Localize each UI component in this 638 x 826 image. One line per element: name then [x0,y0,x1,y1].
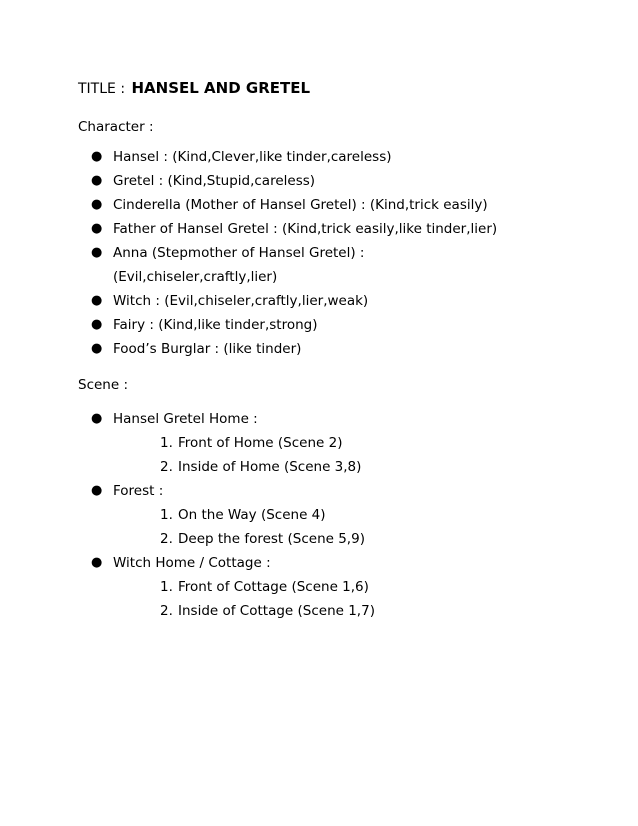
character-anna-traits: (Evil,chiseler,craftly,lier) [113,269,278,285]
title-line [78,76,608,101]
character-fairy: Fairy : (Kind,like tinder,strong) [113,317,318,333]
scene-item: Inside of Cottage (Scene 1,7) [178,603,375,619]
scene-group-cottage: Witch Home / Cottage : [113,555,271,571]
list-item [91,145,608,169]
bullet-icon: ● [91,173,103,188]
item-number: 1. [160,507,173,523]
bullet-icon: ● [91,197,103,212]
sub-list [113,503,608,551]
list-item [91,217,608,241]
sub-list [113,431,608,479]
character-father: Father of Hansel Gretel : (Kind,trick easily,like tinder,lier) [113,221,498,237]
sub-list [113,575,608,623]
list-item [160,431,608,455]
bullet-icon: ● [91,245,103,260]
character-gretel: Gretel : (Kind,Stupid,careless) [113,173,316,189]
character-witch: Witch : (Evil,chiseler,craftly,lier,weak) [113,293,369,309]
list-item [160,503,608,527]
list-item [91,337,608,361]
character-burglar: Food’s Burglar : (like tinder) [113,341,302,357]
bullet-icon: ● [91,483,103,498]
bullet-icon: ● [91,293,103,308]
character-list [78,145,608,361]
character-cinderella: Cinderella (Mother of Hansel Gretel) : (Kind,trick easily) [113,197,488,213]
scene-item: On the Way (Scene 4) [178,507,326,523]
title-label: TITLE : [78,81,126,97]
list-item [160,575,608,599]
scene-item: Front of Home (Scene 2) [178,435,343,451]
list-item [160,527,608,551]
list-item [91,169,608,193]
character-anna: Anna (Stepmother of Hansel Gretel) : [113,245,365,261]
list-item [91,479,608,551]
document-page [78,76,608,623]
item-number: 2. [160,459,173,475]
scene-item: Deep the forest (Scene 5,9) [178,531,365,547]
character-heading: Character : [78,119,154,135]
scene-list [78,407,608,623]
list-item [160,455,608,479]
item-number: 2. [160,603,173,619]
bullet-icon: ● [91,221,103,236]
bullet-icon: ● [91,411,103,426]
title-value: HANSEL AND GRETEL [131,79,311,97]
scene-heading: Scene : [78,377,128,393]
bullet-icon: ● [91,555,103,570]
bullet-icon: ● [91,317,103,332]
bullet-icon: ● [91,341,103,356]
bullet-icon: ● [91,149,103,164]
item-number: 2. [160,531,173,547]
list-item [91,551,608,623]
scene-group-forest: Forest : [113,483,164,499]
list-item [91,241,608,289]
list-item [91,407,608,479]
scene-group-home: Hansel Gretel Home : [113,411,258,427]
scene-item: Front of Cottage (Scene 1,6) [178,579,369,595]
scene-item: Inside of Home (Scene 3,8) [178,459,362,475]
item-number: 1. [160,435,173,451]
list-item [160,599,608,623]
list-item [91,313,608,337]
character-hansel: Hansel : (Kind,Clever,like tinder,careless) [113,149,392,165]
list-item [91,289,608,313]
item-number: 1. [160,579,173,595]
list-item [91,193,608,217]
